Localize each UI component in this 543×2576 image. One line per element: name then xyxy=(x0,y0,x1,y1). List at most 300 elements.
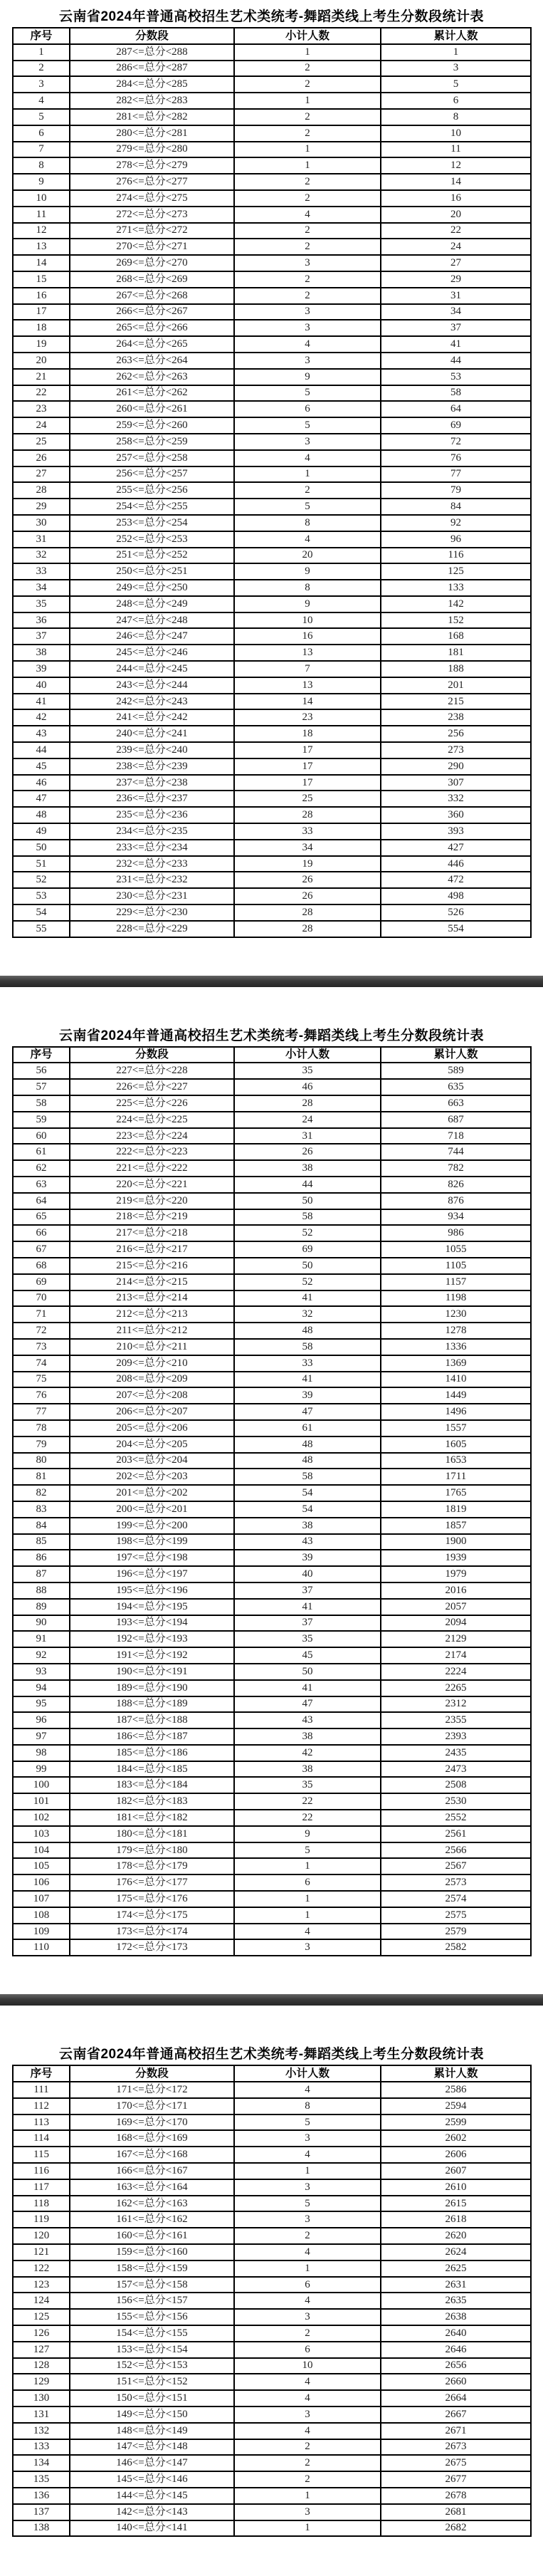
cell-subtotal: 26 xyxy=(234,872,381,888)
cell-subtotal: 48 xyxy=(234,1453,381,1469)
cell-subtotal: 28 xyxy=(234,904,381,921)
cell-cumulative: 393 xyxy=(381,823,531,840)
cell-subtotal: 1 xyxy=(234,2260,381,2277)
cell-subtotal: 4 xyxy=(234,531,381,548)
cell-serial: 11 xyxy=(13,207,70,223)
cell-serial: 118 xyxy=(13,2196,70,2212)
cell-range: 216<=总分<217 xyxy=(70,1241,234,1258)
cell-serial: 17 xyxy=(13,304,70,320)
table-row xyxy=(13,466,531,483)
table-row xyxy=(13,2163,531,2179)
cell-serial: 116 xyxy=(13,2163,70,2179)
cell-subtotal: 14 xyxy=(234,694,381,710)
cell-range: 284<=总分<285 xyxy=(70,76,234,93)
cell-subtotal: 38 xyxy=(234,1761,381,1778)
table-row xyxy=(13,1924,531,1940)
cell-serial: 61 xyxy=(13,1144,70,1160)
cell-range: 240<=总分<241 xyxy=(70,726,234,742)
table-row xyxy=(13,726,531,742)
cell-range: 230<=总分<231 xyxy=(70,888,234,904)
cell-serial: 8 xyxy=(13,157,70,174)
cell-range: 188<=总分<189 xyxy=(70,1696,234,1713)
table-row xyxy=(13,1274,531,1290)
cell-serial: 75 xyxy=(13,1372,70,1388)
cell-subtotal: 2 xyxy=(234,2228,381,2244)
table-row xyxy=(13,2098,531,2114)
cell-serial: 82 xyxy=(13,1485,70,1501)
cell-range: 219<=总分<220 xyxy=(70,1193,234,1209)
cell-cumulative: 635 xyxy=(381,1079,531,1095)
cell-range: 236<=总分<237 xyxy=(70,791,234,807)
cell-range: 270<=总分<271 xyxy=(70,239,234,255)
table-row xyxy=(13,628,531,645)
table-row xyxy=(13,1372,531,1388)
col-header-serial: 序号 xyxy=(13,28,70,44)
cell-subtotal: 54 xyxy=(234,1485,381,1501)
cell-cumulative: 2586 xyxy=(381,2082,531,2098)
cell-serial: 108 xyxy=(13,1907,70,1924)
table-row xyxy=(13,2228,531,2244)
cell-range: 175<=总分<176 xyxy=(70,1891,234,1907)
table-row xyxy=(13,239,531,255)
cell-range: 248<=总分<249 xyxy=(70,596,234,612)
score-table xyxy=(12,27,532,938)
cell-serial: 37 xyxy=(13,628,70,645)
cell-serial: 25 xyxy=(13,434,70,450)
table-row xyxy=(13,2504,531,2520)
cell-serial: 63 xyxy=(13,1177,70,1193)
cell-cumulative: 2620 xyxy=(381,2228,531,2244)
cell-serial: 2 xyxy=(13,61,70,77)
cell-subtotal: 4 xyxy=(234,2147,381,2163)
cell-range: 187<=总分<188 xyxy=(70,1712,234,1728)
cell-subtotal: 52 xyxy=(234,1225,381,1241)
cell-cumulative: 3 xyxy=(381,61,531,77)
cell-cumulative: 2174 xyxy=(381,1647,531,1664)
cell-serial: 136 xyxy=(13,2488,70,2504)
cell-range: 245<=总分<246 xyxy=(70,645,234,661)
page-title: 云南省2024年普通高校招生艺术类统考-舞蹈类线上考生分数段统计表 xyxy=(58,9,485,24)
cell-serial: 85 xyxy=(13,1534,70,1550)
cell-subtotal: 3 xyxy=(234,255,381,271)
cell-serial: 66 xyxy=(13,1225,70,1241)
cell-cumulative: 188 xyxy=(381,661,531,677)
cell-subtotal: 3 xyxy=(234,2179,381,2196)
table-row xyxy=(13,1404,531,1420)
cell-range: 176<=总分<177 xyxy=(70,1874,234,1891)
cell-cumulative: 2435 xyxy=(381,1745,531,1761)
cell-range: 238<=总分<239 xyxy=(70,758,234,775)
col-header-cumulative: 累计人数 xyxy=(381,2065,531,2082)
cell-cumulative: 20 xyxy=(381,207,531,223)
cell-cumulative: 2635 xyxy=(381,2293,531,2309)
cell-cumulative: 1198 xyxy=(381,1290,531,1307)
cell-subtotal: 3 xyxy=(234,2504,381,2520)
page-title: 云南省2024年普通高校招生艺术类统考-舞蹈类线上考生分数段统计表 xyxy=(58,2047,485,2063)
cell-subtotal: 5 xyxy=(234,385,381,402)
cell-cumulative: 1336 xyxy=(381,1339,531,1355)
cell-serial: 72 xyxy=(13,1323,70,1339)
cell-subtotal: 2 xyxy=(234,2325,381,2342)
col-header-cumulative: 累计人数 xyxy=(381,1047,531,1063)
cell-serial: 41 xyxy=(13,694,70,710)
cell-subtotal: 4 xyxy=(234,2082,381,2098)
cell-cumulative: 290 xyxy=(381,758,531,775)
table-row xyxy=(13,2260,531,2277)
table-row xyxy=(13,2358,531,2374)
cell-cumulative: 34 xyxy=(381,304,531,320)
cell-subtotal: 39 xyxy=(234,1387,381,1404)
table-row xyxy=(13,1290,531,1307)
cell-cumulative: 2575 xyxy=(381,1907,531,1924)
cell-subtotal: 1 xyxy=(234,466,381,483)
table-row xyxy=(13,1826,531,1842)
cell-cumulative: 2393 xyxy=(381,1728,531,1745)
cell-cumulative: 1157 xyxy=(381,1274,531,1290)
cell-range: 268<=总分<269 xyxy=(70,271,234,288)
cell-serial: 9 xyxy=(13,174,70,190)
table-row xyxy=(13,2471,531,2488)
cell-serial: 138 xyxy=(13,2520,70,2537)
cell-subtotal: 1 xyxy=(234,93,381,109)
cell-range: 157<=总分<158 xyxy=(70,2277,234,2293)
cell-range: 255<=总分<256 xyxy=(70,482,234,499)
cell-cumulative: 69 xyxy=(381,417,531,434)
cell-range: 280<=总分<281 xyxy=(70,125,234,142)
cell-serial: 81 xyxy=(13,1469,70,1485)
table-row xyxy=(13,1063,531,1079)
cell-cumulative: 1765 xyxy=(381,1485,531,1501)
cell-serial: 57 xyxy=(13,1079,70,1095)
cell-subtotal: 13 xyxy=(234,645,381,661)
cell-cumulative: 1055 xyxy=(381,1241,531,1258)
cell-subtotal: 41 xyxy=(234,1680,381,1696)
cell-cumulative: 2681 xyxy=(381,2504,531,2520)
cell-cumulative: 1410 xyxy=(381,1372,531,1388)
table-row xyxy=(13,888,531,904)
cell-cumulative: 1979 xyxy=(381,1566,531,1582)
cell-subtotal: 2 xyxy=(234,61,381,77)
cell-subtotal: 41 xyxy=(234,1599,381,1615)
cell-cumulative: 2673 xyxy=(381,2439,531,2456)
cell-serial: 97 xyxy=(13,1728,70,1745)
table-row xyxy=(13,596,531,612)
cell-serial: 96 xyxy=(13,1712,70,1728)
cell-range: 267<=总分<268 xyxy=(70,288,234,304)
cell-range: 200<=总分<201 xyxy=(70,1501,234,1518)
table-row xyxy=(13,1518,531,1534)
cell-subtotal: 2 xyxy=(234,76,381,93)
cell-range: 206<=总分<207 xyxy=(70,1404,234,1420)
cell-serial: 39 xyxy=(13,661,70,677)
cell-cumulative: 2530 xyxy=(381,1793,531,1810)
cell-serial: 133 xyxy=(13,2439,70,2456)
cell-serial: 43 xyxy=(13,726,70,742)
table-row xyxy=(13,109,531,125)
cell-serial: 102 xyxy=(13,1810,70,1826)
cell-cumulative: 2625 xyxy=(381,2260,531,2277)
cell-serial: 76 xyxy=(13,1387,70,1404)
cell-serial: 125 xyxy=(13,2309,70,2325)
cell-subtotal: 3 xyxy=(234,320,381,336)
cell-cumulative: 427 xyxy=(381,840,531,856)
table-row xyxy=(13,1469,531,1485)
cell-range: 232<=总分<233 xyxy=(70,856,234,872)
cell-range: 163<=总分<164 xyxy=(70,2179,234,2196)
cell-range: 203<=总分<204 xyxy=(70,1453,234,1469)
cell-cumulative: 2667 xyxy=(381,2406,531,2423)
cell-serial: 80 xyxy=(13,1453,70,1469)
cell-cumulative: 181 xyxy=(381,645,531,661)
table-row xyxy=(13,1306,531,1323)
cell-cumulative: 2594 xyxy=(381,2098,531,2114)
cell-cumulative: 2664 xyxy=(381,2390,531,2406)
cell-subtotal: 22 xyxy=(234,1810,381,1826)
cell-serial: 78 xyxy=(13,1420,70,1436)
cell-serial: 58 xyxy=(13,1095,70,1112)
cell-cumulative: 1369 xyxy=(381,1355,531,1372)
table-row xyxy=(13,2455,531,2471)
cell-serial: 88 xyxy=(13,1582,70,1599)
cell-range: 212<=总分<213 xyxy=(70,1306,234,1323)
cell-subtotal: 35 xyxy=(234,1631,381,1647)
cell-subtotal: 7 xyxy=(234,661,381,677)
table-row xyxy=(13,2082,531,2098)
table-row xyxy=(13,1534,531,1550)
cell-range: 262<=总分<263 xyxy=(70,369,234,385)
cell-subtotal: 1 xyxy=(234,142,381,158)
cell-subtotal: 1 xyxy=(234,2163,381,2179)
cell-cumulative: 29 xyxy=(381,271,531,288)
cell-serial: 109 xyxy=(13,1924,70,1940)
cell-cumulative: 1 xyxy=(381,44,531,61)
cell-cumulative: 2638 xyxy=(381,2309,531,2325)
cell-serial: 131 xyxy=(13,2406,70,2423)
cell-range: 197<=总分<198 xyxy=(70,1550,234,1566)
cell-range: 140<=总分<141 xyxy=(70,2520,234,2537)
cell-serial: 38 xyxy=(13,645,70,661)
table-row xyxy=(13,499,531,515)
table-row xyxy=(13,1793,531,1810)
cell-range: 207<=总分<208 xyxy=(70,1387,234,1404)
cell-range: 147<=总分<148 xyxy=(70,2439,234,2456)
table-row xyxy=(13,385,531,402)
table-row xyxy=(13,1680,531,1696)
cell-serial: 46 xyxy=(13,775,70,791)
cell-subtotal: 43 xyxy=(234,1712,381,1728)
cell-serial: 69 xyxy=(13,1274,70,1290)
cell-cumulative: 2473 xyxy=(381,1761,531,1778)
cell-serial: 110 xyxy=(13,1939,70,1956)
cell-subtotal: 28 xyxy=(234,921,381,937)
cell-range: 282<=总分<283 xyxy=(70,93,234,109)
cell-cumulative: 11 xyxy=(381,142,531,158)
cell-serial: 4 xyxy=(13,93,70,109)
cell-subtotal: 37 xyxy=(234,1582,381,1599)
cell-cumulative: 934 xyxy=(381,1209,531,1226)
cell-range: 144<=总分<145 xyxy=(70,2488,234,2504)
cell-range: 152<=总分<153 xyxy=(70,2358,234,2374)
table-row xyxy=(13,1728,531,1745)
cell-serial: 7 xyxy=(13,142,70,158)
table-row xyxy=(13,1225,531,1241)
cell-range: 149<=总分<150 xyxy=(70,2406,234,2423)
cell-subtotal: 32 xyxy=(234,1306,381,1323)
cell-subtotal: 45 xyxy=(234,1647,381,1664)
cell-cumulative: 360 xyxy=(381,807,531,823)
cell-subtotal: 35 xyxy=(234,1777,381,1793)
cell-cumulative: 27 xyxy=(381,255,531,271)
cell-cumulative: 44 xyxy=(381,353,531,369)
cell-cumulative: 2660 xyxy=(381,2374,531,2390)
cell-range: 242<=总分<243 xyxy=(70,694,234,710)
cell-range: 153<=总分<154 xyxy=(70,2342,234,2358)
table-row xyxy=(13,758,531,775)
cell-cumulative: 5 xyxy=(381,76,531,93)
table-row xyxy=(13,791,531,807)
cell-cumulative: 2599 xyxy=(381,2114,531,2131)
table-row xyxy=(13,336,531,353)
cell-cumulative: 1230 xyxy=(381,1306,531,1323)
table-row xyxy=(13,1842,531,1859)
cell-range: 210<=总分<211 xyxy=(70,1339,234,1355)
cell-range: 185<=总分<186 xyxy=(70,1745,234,1761)
cell-subtotal: 47 xyxy=(234,1404,381,1420)
cell-cumulative: 152 xyxy=(381,612,531,629)
cell-cumulative: 2610 xyxy=(381,2179,531,2196)
cell-cumulative: 168 xyxy=(381,628,531,645)
cell-cumulative: 2508 xyxy=(381,1777,531,1793)
col-header-range: 分数段 xyxy=(70,1047,234,1063)
cell-range: 171<=总分<172 xyxy=(70,2082,234,2098)
cell-range: 217<=总分<218 xyxy=(70,1225,234,1241)
cell-subtotal: 13 xyxy=(234,677,381,694)
cell-cumulative: 2265 xyxy=(381,1680,531,1696)
cell-cumulative: 37 xyxy=(381,320,531,336)
cell-subtotal: 2 xyxy=(234,190,381,207)
cell-cumulative: 238 xyxy=(381,709,531,726)
cell-serial: 90 xyxy=(13,1615,70,1632)
cell-serial: 92 xyxy=(13,1647,70,1664)
table-row xyxy=(13,1696,531,1713)
cell-range: 256<=总分<257 xyxy=(70,466,234,483)
table-header xyxy=(13,2065,531,2082)
cell-range: 226<=总分<227 xyxy=(70,1079,234,1095)
cell-cumulative: 16 xyxy=(381,190,531,207)
cell-range: 229<=总分<230 xyxy=(70,904,234,921)
table-row xyxy=(13,2130,531,2147)
cell-cumulative: 2671 xyxy=(381,2423,531,2439)
cell-serial: 30 xyxy=(13,515,70,531)
cell-serial: 22 xyxy=(13,385,70,402)
cell-range: 272<=总分<273 xyxy=(70,207,234,223)
table-row xyxy=(13,1355,531,1372)
cell-range: 162<=总分<163 xyxy=(70,2196,234,2212)
cell-cumulative: 2016 xyxy=(381,1582,531,1599)
table-row xyxy=(13,1939,531,1956)
cell-serial: 47 xyxy=(13,791,70,807)
table-row xyxy=(13,482,531,499)
cell-subtotal: 31 xyxy=(234,1128,381,1144)
cell-range: 173<=总分<174 xyxy=(70,1924,234,1940)
cell-cumulative: 2656 xyxy=(381,2358,531,2374)
cell-subtotal: 50 xyxy=(234,1258,381,1274)
cell-range: 205<=总分<206 xyxy=(70,1420,234,1436)
cell-serial: 62 xyxy=(13,1160,70,1177)
cell-range: 271<=总分<272 xyxy=(70,223,234,239)
cell-subtotal: 37 xyxy=(234,1615,381,1632)
cell-subtotal: 17 xyxy=(234,758,381,775)
cell-range: 179<=总分<180 xyxy=(70,1842,234,1859)
cell-serial: 6 xyxy=(13,125,70,142)
cell-subtotal: 3 xyxy=(234,434,381,450)
cell-range: 249<=总分<250 xyxy=(70,580,234,596)
cell-serial: 50 xyxy=(13,840,70,856)
cell-serial: 15 xyxy=(13,271,70,288)
cell-subtotal: 6 xyxy=(234,2277,381,2293)
cell-serial: 113 xyxy=(13,2114,70,2131)
cell-cumulative: 1496 xyxy=(381,1404,531,1420)
cell-range: 198<=总分<199 xyxy=(70,1534,234,1550)
cell-range: 158<=总分<159 xyxy=(70,2260,234,2277)
cell-serial: 74 xyxy=(13,1355,70,1372)
cell-serial: 32 xyxy=(13,548,70,564)
cell-cumulative: 526 xyxy=(381,904,531,921)
cell-range: 225<=总分<226 xyxy=(70,1095,234,1112)
cell-serial: 119 xyxy=(13,2211,70,2228)
table-row xyxy=(13,207,531,223)
cell-serial: 103 xyxy=(13,1826,70,1842)
cell-subtotal: 26 xyxy=(234,1144,381,1160)
cell-serial: 105 xyxy=(13,1858,70,1874)
table-row xyxy=(13,2520,531,2537)
cell-cumulative: 826 xyxy=(381,1177,531,1193)
cell-serial: 18 xyxy=(13,320,70,336)
cell-subtotal: 10 xyxy=(234,2358,381,2374)
cell-range: 191<=总分<192 xyxy=(70,1647,234,1664)
cell-range: 227<=总分<228 xyxy=(70,1063,234,1079)
cell-cumulative: 2574 xyxy=(381,1891,531,1907)
cell-range: 261<=总分<262 xyxy=(70,385,234,402)
cell-subtotal: 5 xyxy=(234,2196,381,2212)
cell-range: 252<=总分<253 xyxy=(70,531,234,548)
page-2 xyxy=(0,1025,543,1957)
cell-cumulative: 79 xyxy=(381,482,531,499)
table-body xyxy=(13,1063,531,1956)
cell-cumulative: 2640 xyxy=(381,2325,531,2342)
table-row xyxy=(13,401,531,417)
cell-cumulative: 10 xyxy=(381,125,531,142)
cell-serial: 111 xyxy=(13,2082,70,2098)
cell-range: 166<=总分<167 xyxy=(70,2163,234,2179)
table-row xyxy=(13,93,531,109)
cell-subtotal: 23 xyxy=(234,709,381,726)
table-row xyxy=(13,921,531,937)
cell-range: 228<=总分<229 xyxy=(70,921,234,937)
cell-cumulative: 116 xyxy=(381,548,531,564)
cell-subtotal: 38 xyxy=(234,1728,381,1745)
cell-range: 213<=总分<214 xyxy=(70,1290,234,1307)
cell-subtotal: 50 xyxy=(234,1193,381,1209)
cell-range: 234<=总分<235 xyxy=(70,823,234,840)
cell-range: 274<=总分<275 xyxy=(70,190,234,207)
page-3 xyxy=(0,2043,543,2576)
cell-cumulative: 2224 xyxy=(381,1664,531,1680)
cell-subtotal: 28 xyxy=(234,1095,381,1112)
table-row xyxy=(13,125,531,142)
cell-cumulative: 1653 xyxy=(381,1453,531,1469)
cell-cumulative: 498 xyxy=(381,888,531,904)
